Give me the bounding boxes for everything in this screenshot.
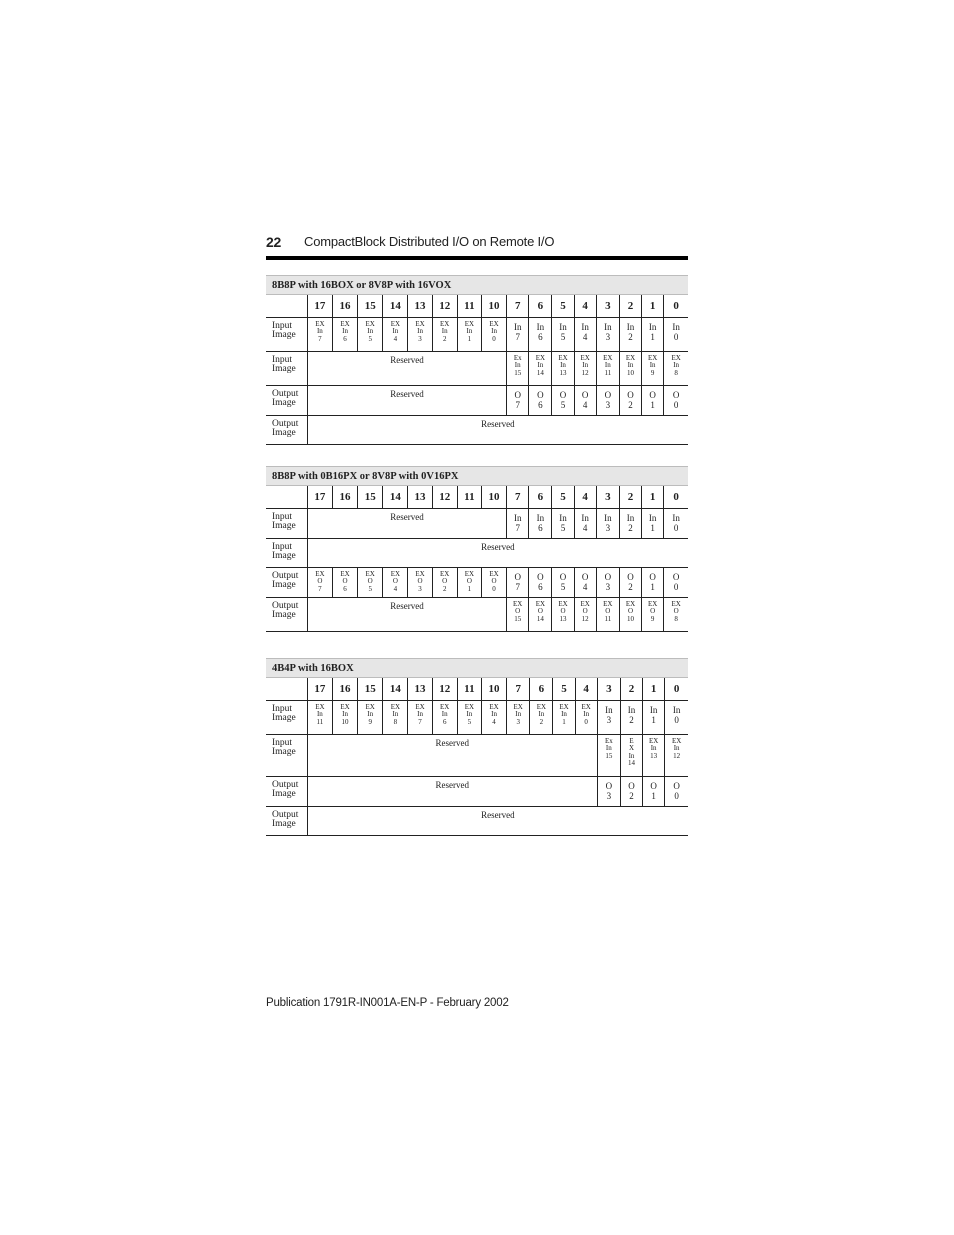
bit-cell: O 7 — [507, 567, 529, 597]
bit-cell: EX In 0 — [575, 700, 597, 734]
bit-cell: EX O 5 — [358, 567, 383, 597]
table-row — [266, 508, 688, 538]
bit-cell: In 1 — [642, 317, 664, 351]
bit-cell: EX In 5 — [457, 700, 481, 734]
bit-cell: EX O 0 — [481, 567, 506, 597]
bit-number: 2 — [620, 678, 642, 700]
reserved-cell: Reserved — [307, 806, 688, 835]
page-title: CompactBlock Distributed I/O on Remote I/O — [304, 234, 555, 249]
bit-cell: EX In 6 — [432, 700, 457, 734]
table-row — [266, 597, 688, 631]
bit-cell: EX In 7 — [408, 700, 432, 734]
bit-cell: In 4 — [574, 508, 596, 538]
bit-number: 4 — [574, 295, 596, 317]
bit-cell: EX In 4 — [383, 317, 408, 351]
bit-number: 11 — [457, 678, 481, 700]
page-number: 22 — [266, 234, 281, 250]
bit-cell: In 1 — [642, 508, 664, 538]
row-label: Output Image — [266, 415, 307, 444]
bit-number: 14 — [383, 678, 408, 700]
bit-cell: EX In 11 — [307, 700, 332, 734]
bit-cell: O 4 — [574, 385, 596, 415]
bit-number: 2 — [619, 295, 641, 317]
reserved-cell: Reserved — [307, 351, 506, 385]
bit-number: 10 — [481, 486, 506, 508]
bit-number: 12 — [432, 678, 457, 700]
table-row — [266, 351, 688, 385]
bit-cell: EX In 6 — [332, 317, 357, 351]
bit-cell: O 3 — [596, 567, 619, 597]
bit-cell: EX In 4 — [481, 700, 506, 734]
bit-number: 7 — [507, 295, 529, 317]
corner-cell — [266, 295, 307, 317]
bit-cell: EX In 12 — [574, 351, 596, 385]
bit-number: 16 — [332, 678, 357, 700]
bit-number: 1 — [642, 486, 664, 508]
bit-cell: In 2 — [619, 317, 641, 351]
bit-cell: O 4 — [574, 567, 596, 597]
bit-cell: EX O 4 — [383, 567, 408, 597]
bit-cell: O 6 — [529, 567, 552, 597]
bit-cell: EX In 3 — [507, 700, 530, 734]
bit-number: 15 — [358, 486, 383, 508]
bit-cell: In 4 — [574, 317, 596, 351]
bit-cell: EX In 11 — [596, 351, 619, 385]
table-row — [266, 806, 688, 835]
bit-cell: Ex In 15 — [597, 734, 620, 776]
reserved-cell: Reserved — [307, 776, 597, 806]
header-rule — [266, 256, 688, 260]
bit-cell: EX In 2 — [432, 317, 457, 351]
bit-number: 3 — [597, 678, 620, 700]
bit-number: 0 — [664, 486, 688, 508]
bit-number: 10 — [481, 295, 506, 317]
bit-number: 0 — [665, 678, 688, 700]
bit-cell: In 2 — [620, 700, 642, 734]
bit-cell: O 2 — [619, 567, 641, 597]
bit-cell: In 6 — [529, 317, 552, 351]
bit-number: 6 — [529, 486, 552, 508]
row-label: Input Image — [266, 734, 307, 776]
bit-number: 10 — [481, 678, 506, 700]
corner-cell — [266, 678, 307, 700]
bit-cell: O 7 — [507, 385, 529, 415]
bit-cell: O 1 — [642, 385, 664, 415]
bit-cell: O 2 — [620, 776, 642, 806]
reserved-cell: Reserved — [307, 597, 506, 631]
bit-map-table — [266, 295, 688, 445]
bit-cell: EX In 3 — [408, 317, 432, 351]
bit-cell: O 5 — [552, 567, 574, 597]
bit-number: 17 — [307, 295, 332, 317]
row-label: Output Image — [266, 597, 307, 631]
bit-cell: O 0 — [664, 567, 688, 597]
reserved-cell: Reserved — [307, 385, 506, 415]
page-header — [266, 232, 688, 256]
bit-cell: EX O 8 — [664, 597, 688, 631]
bit-number: 17 — [307, 678, 332, 700]
bit-cell: EX O 12 — [574, 597, 596, 631]
table-title: 8B8P with 16BOX or 8V8P with 16VOX — [266, 275, 688, 295]
table-title: 4B4P with 16BOX — [266, 658, 688, 678]
bit-cell: EX O 2 — [432, 567, 457, 597]
bit-cell: EX In 1 — [553, 700, 575, 734]
row-label: Output Image — [266, 776, 307, 806]
bit-cell: EX In 2 — [530, 700, 553, 734]
bit-cell: In 3 — [597, 700, 620, 734]
table-block-2 — [266, 466, 688, 632]
table-row — [266, 776, 688, 806]
bit-cell: EX In 10 — [332, 700, 357, 734]
bit-number: 2 — [619, 486, 641, 508]
bit-number: 5 — [552, 486, 574, 508]
bit-cell: In 3 — [596, 508, 619, 538]
table-block-3 — [266, 658, 688, 836]
bit-cell: EX In 14 — [529, 351, 552, 385]
bit-cell: EX O 3 — [408, 567, 432, 597]
bit-number: 12 — [432, 295, 457, 317]
reserved-cell: Reserved — [307, 734, 597, 776]
bit-cell: Ex In 15 — [507, 351, 529, 385]
bit-cell: In 0 — [664, 317, 688, 351]
table-row — [266, 385, 688, 415]
bit-cell: In 7 — [507, 508, 529, 538]
bit-number: 3 — [596, 295, 619, 317]
bit-cell: EX O 7 — [307, 567, 332, 597]
bit-cell: O 6 — [529, 385, 552, 415]
bit-map-table — [266, 486, 688, 632]
bit-number: 6 — [530, 678, 553, 700]
bit-header-row — [266, 295, 688, 317]
bit-number: 7 — [507, 678, 530, 700]
bit-cell: EX In 9 — [642, 351, 664, 385]
bit-cell: EX In 1 — [457, 317, 481, 351]
row-label: Output Image — [266, 806, 307, 835]
bit-cell: In 1 — [643, 700, 665, 734]
bit-cell: O 0 — [665, 776, 688, 806]
row-label: Input Image — [266, 351, 307, 385]
bit-cell: EX O 14 — [529, 597, 552, 631]
bit-number: 14 — [383, 295, 408, 317]
bit-number: 13 — [408, 295, 432, 317]
bit-cell: EX In 7 — [307, 317, 332, 351]
bit-cell: EX In 8 — [664, 351, 688, 385]
table-title: 8B8P with 0B16PX or 8V8P with 0V16PX — [266, 466, 688, 486]
bit-map-table — [266, 678, 688, 836]
bit-number: 3 — [596, 486, 619, 508]
row-label: Output Image — [266, 567, 307, 597]
bit-header-row — [266, 486, 688, 508]
reserved-cell: Reserved — [307, 508, 506, 538]
bit-number: 5 — [552, 295, 574, 317]
row-label: Input Image — [266, 700, 307, 734]
bit-cell: EX O 13 — [552, 597, 574, 631]
table-row — [266, 317, 688, 351]
bit-cell: O 5 — [552, 385, 574, 415]
row-label: Input Image — [266, 538, 307, 567]
bit-cell: In 5 — [552, 317, 574, 351]
bit-number: 11 — [457, 486, 481, 508]
bit-cell: In 3 — [596, 317, 619, 351]
bit-number: 14 — [383, 486, 408, 508]
bit-number: 13 — [408, 678, 432, 700]
reserved-cell: Reserved — [307, 415, 688, 444]
bit-number: 16 — [332, 295, 357, 317]
bit-number: 4 — [574, 486, 596, 508]
bit-cell: EX O 9 — [642, 597, 664, 631]
bit-cell: O 0 — [664, 385, 688, 415]
bit-number: 16 — [332, 486, 357, 508]
bit-cell: EX In 12 — [665, 734, 688, 776]
bit-cell: O 1 — [642, 567, 664, 597]
bit-cell: O 3 — [596, 385, 619, 415]
bit-number: 17 — [307, 486, 332, 508]
bit-number: 7 — [507, 486, 529, 508]
bit-cell: EX In 13 — [643, 734, 665, 776]
bit-number: 0 — [664, 295, 688, 317]
bit-number: 12 — [432, 486, 457, 508]
bit-cell: EX O 1 — [457, 567, 481, 597]
bit-cell: E X In 14 — [620, 734, 642, 776]
bit-cell: EX In 9 — [358, 700, 383, 734]
bit-number: 15 — [358, 678, 383, 700]
bit-cell: EX In 8 — [383, 700, 408, 734]
bit-cell: O 1 — [643, 776, 665, 806]
bit-cell: EX O 15 — [507, 597, 529, 631]
table-row — [266, 700, 688, 734]
bit-number: 1 — [642, 295, 664, 317]
row-label: Input Image — [266, 317, 307, 351]
bit-number: 1 — [643, 678, 665, 700]
bit-cell: In 0 — [665, 700, 688, 734]
bit-cell: EX O 11 — [596, 597, 619, 631]
bit-cell: In 0 — [664, 508, 688, 538]
bit-cell: In 2 — [619, 508, 641, 538]
row-label: Input Image — [266, 508, 307, 538]
bit-cell: O 3 — [597, 776, 620, 806]
reserved-cell: Reserved — [307, 538, 688, 567]
corner-cell — [266, 486, 307, 508]
bit-cell: In 7 — [507, 317, 529, 351]
bit-cell: In 5 — [552, 508, 574, 538]
bit-number: 5 — [553, 678, 575, 700]
bit-header-row — [266, 678, 688, 700]
bit-cell: EX O 6 — [332, 567, 357, 597]
bit-cell: O 2 — [619, 385, 641, 415]
bit-cell: EX O 10 — [619, 597, 641, 631]
bit-number: 13 — [408, 486, 432, 508]
publication-footer: Publication 1791R-IN001A-EN-P - February 2002 — [266, 997, 509, 1009]
bit-cell: EX In 0 — [481, 317, 506, 351]
row-label: Output Image — [266, 385, 307, 415]
bit-cell: In 6 — [529, 508, 552, 538]
bit-number: 4 — [575, 678, 597, 700]
bit-cell: EX In 13 — [552, 351, 574, 385]
bit-cell: EX In 10 — [619, 351, 641, 385]
bit-number: 11 — [457, 295, 481, 317]
bit-number: 6 — [529, 295, 552, 317]
table-row — [266, 567, 688, 597]
bit-number: 15 — [358, 295, 383, 317]
table-row — [266, 538, 688, 567]
table-row — [266, 734, 688, 776]
table-row — [266, 415, 688, 444]
table-block-1 — [266, 275, 688, 445]
bit-cell: EX In 5 — [358, 317, 383, 351]
